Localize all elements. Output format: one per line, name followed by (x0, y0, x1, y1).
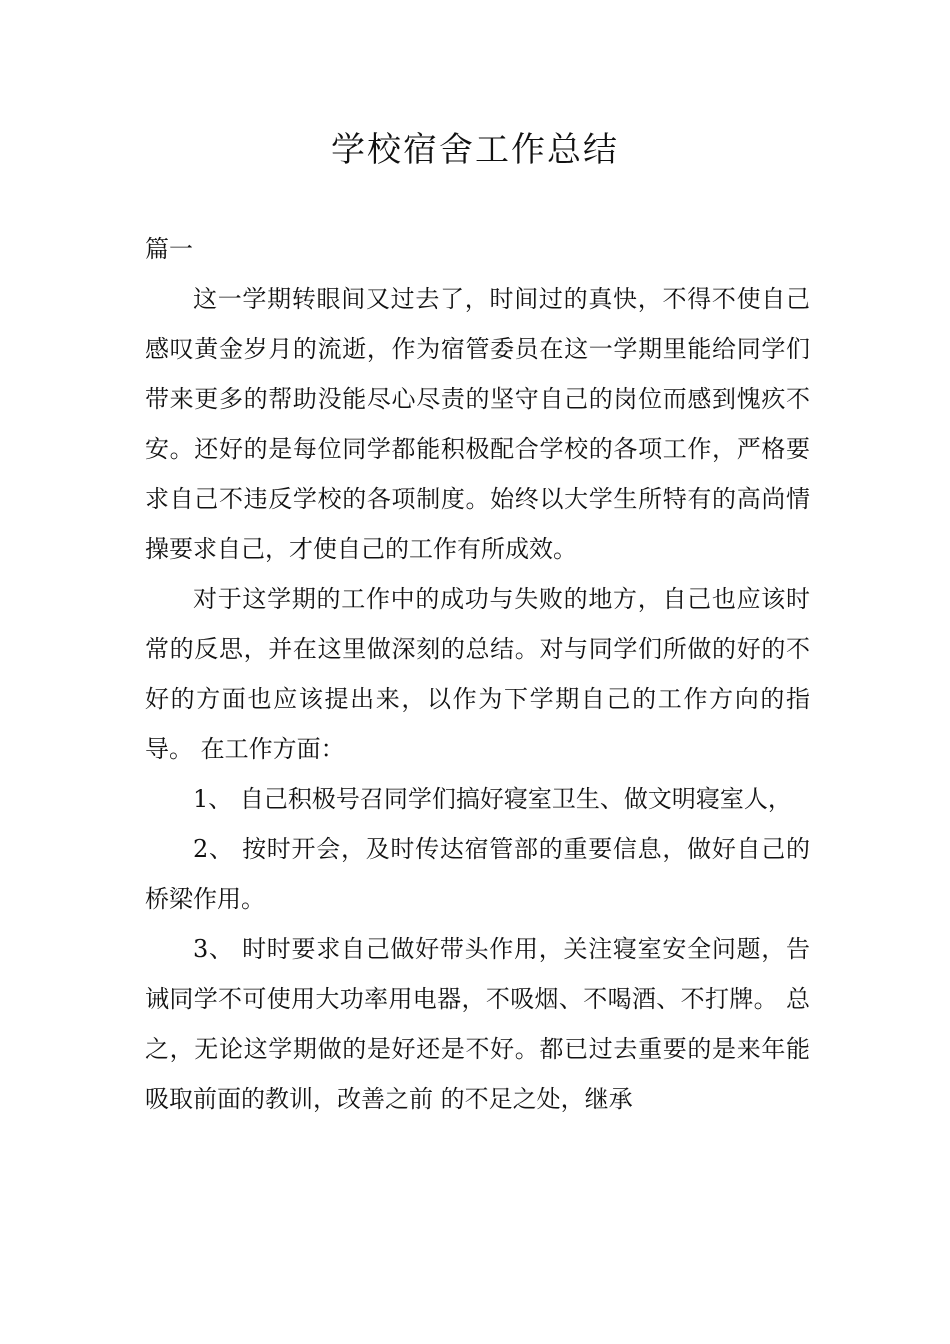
list-item-1: 1、 自己积极号召同学们搞好寝室卫生、做文明寝室人， (193, 785, 792, 813)
page-title: 学校宿舍工作总结 (331, 130, 619, 170)
document-body (145, 224, 810, 1124)
paragraph-intro: 这一学期转眼间又过去了，时间过的真快，不得不使自己感叹黄金岁月的流逝，作为宿管委员在这一学期里能给同学们带来更多的帮助没能尽心尽责的坚守自己的岗位而感到愧疚不安。还好的是每位同学都能积极配合学校的各项工作，严格要求自己不违反学校的各项制度。始终以大学生所特有的高尚情操要求自己，才使自己的工作有所成效。 (145, 285, 810, 563)
list-item-2: 2、 按时开会，及时传达宿管部的重要信息，做好自己的桥梁作用。 (145, 835, 810, 913)
paragraph-reflection: 对于这学期的工作中的成功与失败的地方，自己也应该时常的反思，并在这里做深刻的总结。对与同学们所做的好的不好的方面也应该提出来，以作为下学期自己的工作方向的指导。 在工作方面： (145, 585, 810, 763)
section-label: 篇一 (145, 235, 193, 263)
list-item-3: 3、 时时要求自己做好带头作用，关注寝室安全问题，告诫同学不可使用大功率用电器，不吸烟、不喝酒、不打牌。 总之，无论这学期做的是好还是不好。都已过去重要的是来年能吸取前面的教训，改善之前 的不足之处，继承 (145, 935, 810, 1113)
